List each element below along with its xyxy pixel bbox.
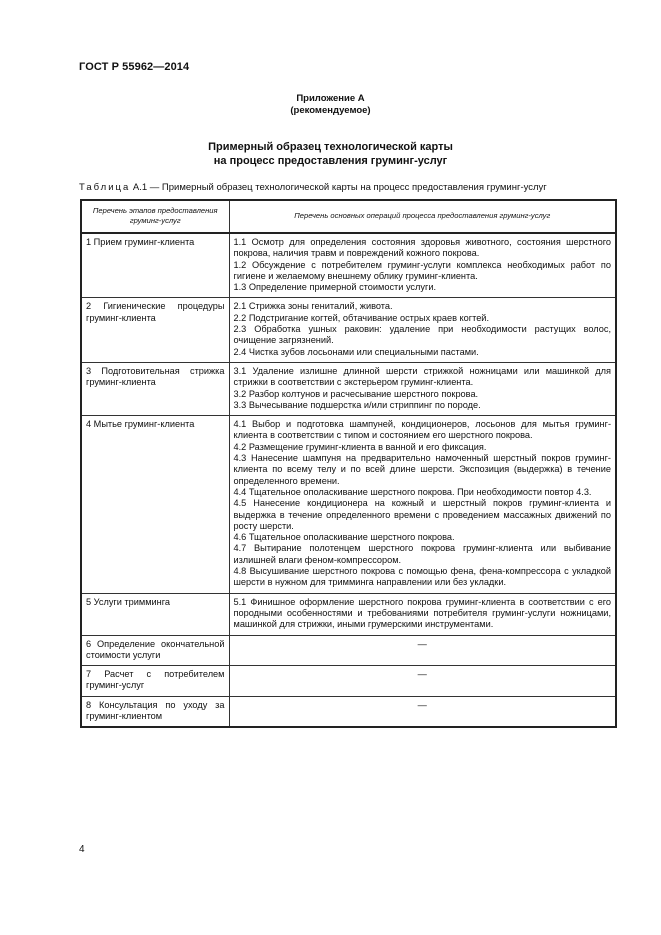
- table-row: [81, 635, 616, 666]
- section-title-line-2: на процесс предоставления груминг-услуг: [213, 155, 448, 167]
- table-row: [81, 696, 616, 727]
- operation-item: 4.2 Размещение груминг-клиента в ванной и его фиксация.: [233, 441, 487, 452]
- appendix-label: Приложение А: [296, 93, 365, 104]
- operation-item: 3.1 Удаление излишне длинной шерсти стрижкой ножницами или машинкой для стрижки в соответствии с экстерьером груминг-клиента.: [233, 365, 611, 388]
- table-row: [81, 298, 616, 362]
- operation-item: 4.1 Выбор и подготовка шампуней, кондиционеров, лосьонов для мытья груминг-клиента в соответствии с типом и состоянием его шерстного покрова.: [233, 419, 611, 441]
- page-number: 4: [79, 844, 85, 855]
- operation-item: 4.3 Нанесение шампуня на предварительно намоченный шерстный покров груминг-клиента по всему телу и по всей длине шерсти. Экспозиция (выдержка) в течение определенного времени.: [233, 453, 611, 486]
- document-code: ГОСТ Р 55962—2014: [79, 61, 190, 73]
- operation-item: 1.1 Осмотр для определения состояния здоровья животного, состояния шерстного покрова, наличия травм и повреждений кожного покрова.: [233, 237, 611, 259]
- operation-item: 1.2 Обсуждение с потребителем груминг-услуги комплекса необходимых работ по гигиене и желаемому внешнему облику груминг-клиента.: [233, 259, 611, 281]
- column-header-operations: Перечень основных операций процесса предоставления груминг-услуг: [229, 200, 616, 233]
- operations-cell: [229, 593, 616, 635]
- operations-cell: [229, 298, 616, 362]
- table-body: [81, 233, 616, 727]
- operation-item: 2.2 Подстригание когтей, обтачивание острых краев когтей.: [233, 312, 489, 323]
- operations-cell: —: [229, 666, 616, 697]
- operation-item: 2.4 Чистка зубов лосьонами или специальными пастами.: [233, 346, 479, 357]
- operation-item: 4.6 Тщательное ополаскивание шерстного покрова.: [233, 532, 455, 543]
- stage-cell: 2 Гигиенические процедуры груминг-клиента: [81, 298, 229, 362]
- operation-item: 4.7 Вытирание полотенцем шерстного покрова груминг-клиента или выбивание излишней влаги феном-компрессором.: [233, 543, 611, 565]
- operation-item: 4.8 Высушивание шерстного покрова с помощью фена, фена-компрессора с укладкой шерсти в нужном для тримминга направлении или без укладки.: [233, 566, 611, 588]
- table-row: [81, 362, 616, 415]
- table-row: [81, 666, 616, 697]
- table-caption-prefix: Таблица: [79, 182, 131, 193]
- stage-cell: 1 Прием груминг-клиента: [81, 233, 229, 298]
- appendix-status: (рекомендуемое): [290, 105, 371, 116]
- stage-cell: 8 Консультация по уходу за груминг-клиентом: [81, 696, 229, 727]
- operation-item: 3.3 Вычесывание подшерстка и/или стриппинг по породе.: [233, 399, 481, 410]
- section-title-line-1: Примерный образец технологической карты: [208, 141, 453, 153]
- table-row: [81, 593, 616, 635]
- technology-map-table: [80, 199, 617, 728]
- table-row: [81, 233, 616, 298]
- operations-cell: [229, 416, 616, 593]
- operations-cell: —: [229, 635, 616, 666]
- table-row: [81, 416, 616, 593]
- table-caption-text: А.1 — Примерный образец технологической карты на процесс предоставления груминг-услуг: [130, 182, 547, 193]
- operations-cell: —: [229, 696, 616, 727]
- operation-item: 4.4 Тщательное ополаскивание шерстного покрова. При необходимости повтор 4.3.: [233, 486, 592, 497]
- operation-item: 4.5 Нанесение кондиционера на кожный и шерстный покров груминг-клиента и выдержка в течение определенного времени с проведением массажных движений по росту шерсти.: [233, 498, 611, 531]
- operation-item: 1.3 Определение примерной стоимости услуги.: [233, 282, 437, 293]
- operation-item: 5.1 Финишное оформление шерстного покрова груминг-клиента в соответствии с его породными особенностями и требованиями потребителя груминг-услуги ножницами, машинкой для стрижки, иными грумерскими инструментами.: [233, 596, 611, 630]
- stage-cell: 3 Подготовительная стрижка груминг-клиента: [81, 362, 229, 415]
- stage-cell: 7 Расчет с потребителем груминг-услуг: [81, 666, 229, 697]
- stage-cell: 6 Определение окончательной стоимости услуги: [81, 635, 229, 666]
- table-caption: [79, 182, 547, 193]
- stage-cell: 4 Мытье груминг-клиента: [81, 416, 229, 593]
- operation-item: 2.3 Обработка ушных раковин: удаление при необходимости растущих волос, очищение загрязнений.: [233, 324, 611, 346]
- operation-item: 2.1 Стрижка зоны гениталий, живота.: [233, 301, 393, 312]
- operations-cell: [229, 362, 616, 415]
- table-header-row: [81, 200, 616, 233]
- operations-cell: [229, 233, 616, 298]
- stage-cell: 5 Услуги тримминга: [81, 593, 229, 635]
- column-header-stages: Перечень этапов предоставления груминг-услуг: [81, 200, 229, 233]
- operation-item: 3.2 Разбор колтунов и расчесывание шерстного покрова.: [233, 388, 479, 399]
